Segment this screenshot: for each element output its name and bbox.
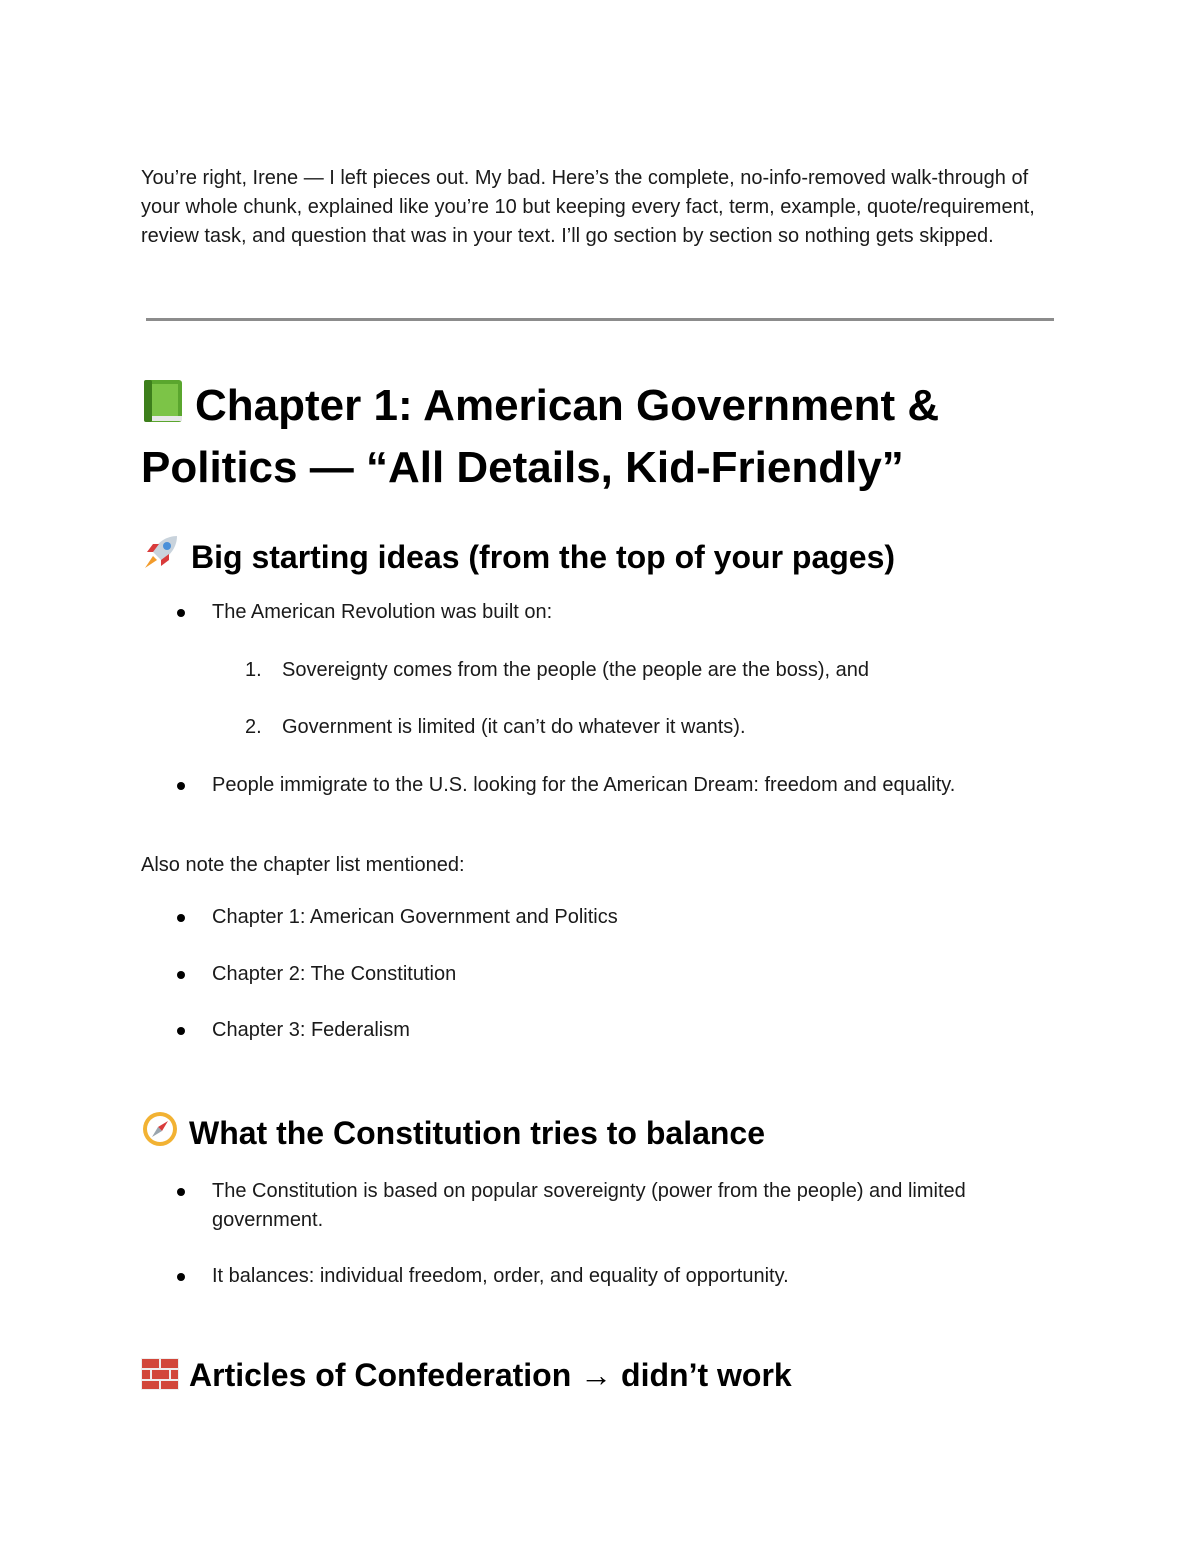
list-item xyxy=(212,903,618,932)
balance-heading-text: What the Constitution tries to balance xyxy=(189,1115,766,1151)
horizontal-rule xyxy=(146,318,1054,321)
bullet-dot xyxy=(177,609,185,617)
bullet-dot xyxy=(177,782,185,790)
big-ideas-heading-text: Big starting ideas (from the top of your pages) xyxy=(191,539,896,575)
articles-heading-text: Articles of Confederation → didn’t work xyxy=(189,1357,792,1393)
bullet-dot xyxy=(177,971,185,979)
list-item-text: Chapter 3: Federalism xyxy=(212,1019,410,1041)
list-number: 1. xyxy=(245,659,262,681)
list-item xyxy=(212,771,955,800)
chapter-title-text: Chapter 1: American Government & Politics — “All Details, Kid-Friendly” xyxy=(141,381,940,492)
compass-icon xyxy=(141,1110,179,1157)
section-heading-articles xyxy=(141,1355,792,1399)
list-item-text: The American Revolution was built on: xyxy=(212,601,553,623)
bullet-dot xyxy=(177,1027,185,1035)
section-heading-big-ideas xyxy=(141,532,895,581)
list-item xyxy=(212,960,456,989)
bullet-dot xyxy=(177,1188,185,1196)
bullet-dot xyxy=(177,1273,185,1281)
chapter-list-note: Also note the chapter list mentioned: xyxy=(141,854,465,876)
list-number: 2. xyxy=(245,716,262,738)
list-item xyxy=(212,598,552,627)
green-book-icon xyxy=(141,378,185,439)
section-heading-balance xyxy=(141,1110,765,1157)
list-item xyxy=(212,1177,1052,1235)
chapter-title xyxy=(141,377,1101,497)
numbered-item xyxy=(245,713,746,742)
intro-paragraph: You’re right, Irene — I left pieces out. My bad. Here’s the complete, no-info-removed walk-through of your whole chunk, explained like you’re 10 but keeping every fact, term, example, quote/requirement, review task, and question that was in your text. I’ll go section by section so nothing gets skipped. xyxy=(141,167,1035,247)
numbered-item-text: Government is limited (it can’t do whatever it wants). xyxy=(282,716,746,738)
list-item-text: Chapter 2: The Constitution xyxy=(212,963,457,985)
numbered-item xyxy=(245,656,870,685)
brick-icon xyxy=(141,1358,179,1399)
list-item xyxy=(212,1016,410,1045)
rocket-icon xyxy=(141,532,181,581)
list-item-text: It balances: individual freedom, order, and equality of opportunity. xyxy=(212,1265,789,1287)
list-item-text: People immigrate to the U.S. looking for the American Dream: freedom and equality. xyxy=(212,774,956,796)
numbered-item-text: Sovereignty comes from the people (the people are the boss), and xyxy=(282,659,870,681)
bullet-dot xyxy=(177,914,185,922)
list-item-text: Chapter 1: American Government and Politics xyxy=(212,906,618,928)
list-item-text: The Constitution is based on popular sovereignty (power from the people) and limited government. xyxy=(212,1180,966,1231)
list-item xyxy=(212,1262,789,1291)
